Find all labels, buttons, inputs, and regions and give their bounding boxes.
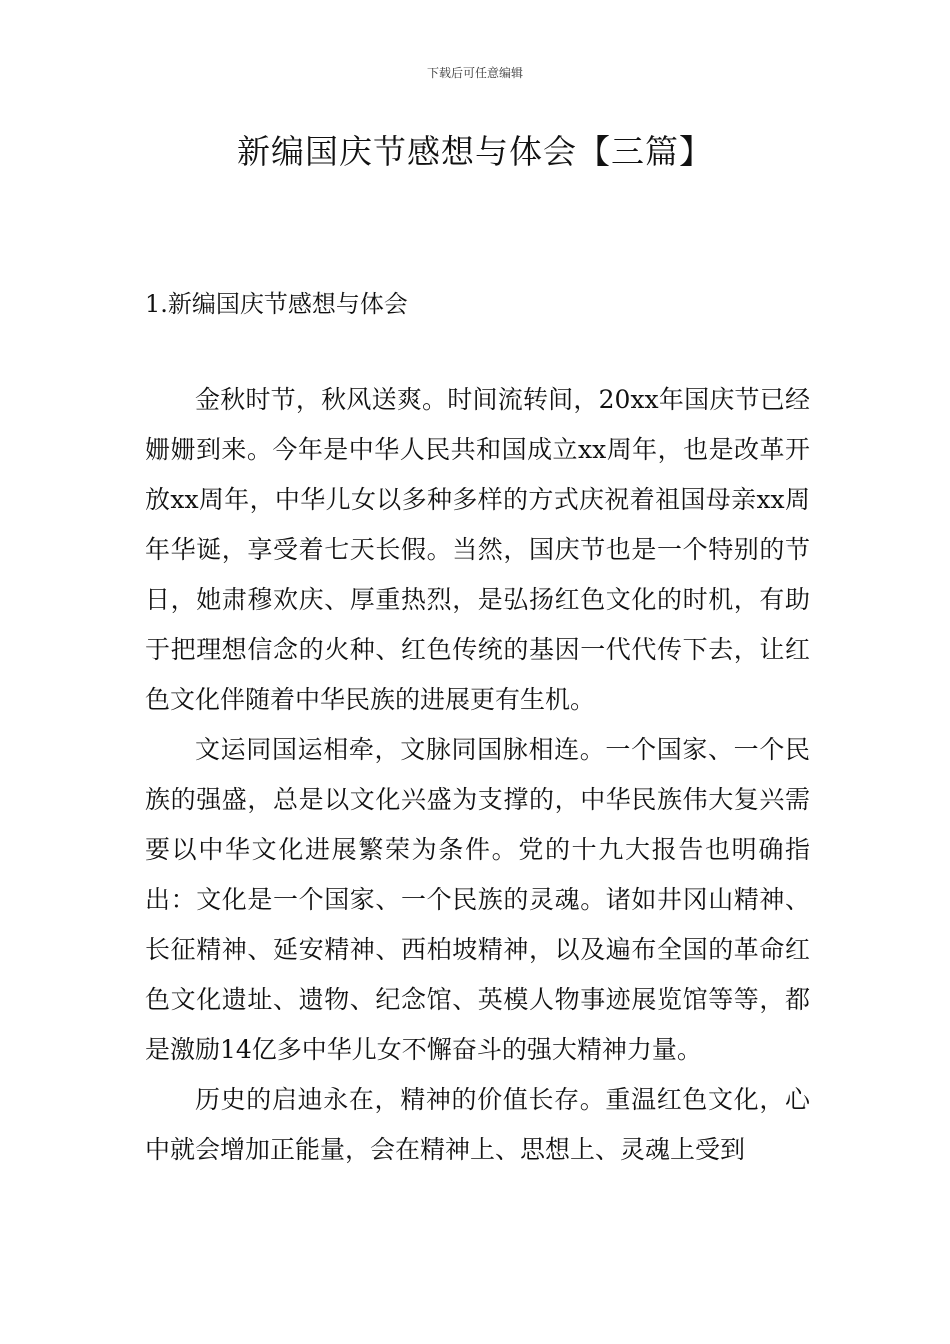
paragraph: 文运同国运相牵，文脉同国脉相连。一个国家、一个民族的强盛，总是以文化兴盛为支撑的，中华民族伟大复兴需要以中华文化进展繁荣为条件。党的十九大报告也明确指出：文化是一个国家、一个民族的灵魂。诸如井冈山精神、长征精神、延安精神、西柏坡精神，以及遍布全国的革命红色文化遗址、遗物、纪念馆、英模人物事迹展览馆等等，都是激励14亿多中华儿女不懈奋斗的强大精神力量。 [145,735,810,1064]
section-heading: 1.新编国庆节感想与体会 [145,290,408,318]
document-title: 新编国庆节感想与体会【三篇】 [237,132,713,171]
body-text [145,375,810,1175]
paragraph: 金秋时节，秋风送爽。时间流转间，20xx年国庆节已经姗姗到来。今年是中华人民共和国成立xx周年，也是改革开放xx周年，中华儿女以多种多样的方式庆祝着祖国母亲xx周年华诞，享受着七天长假。当然，国庆节也是一个特别的节日，她肃穆欢庆、厚重热烈，是弘扬红色文化的时机，有助于把理想信念的火种、红色传统的基因一代代传下去，让红色文化伴随着中华民族的进展更有生机。 [145,385,810,714]
header-note: 下载后可任意编辑 [426,66,523,80]
paragraph: 历史的启迪永在，精神的价值长存。重温红色文化，心中就会增加正能量，会在精神上、思想上、灵魂上受到 [145,1085,810,1164]
